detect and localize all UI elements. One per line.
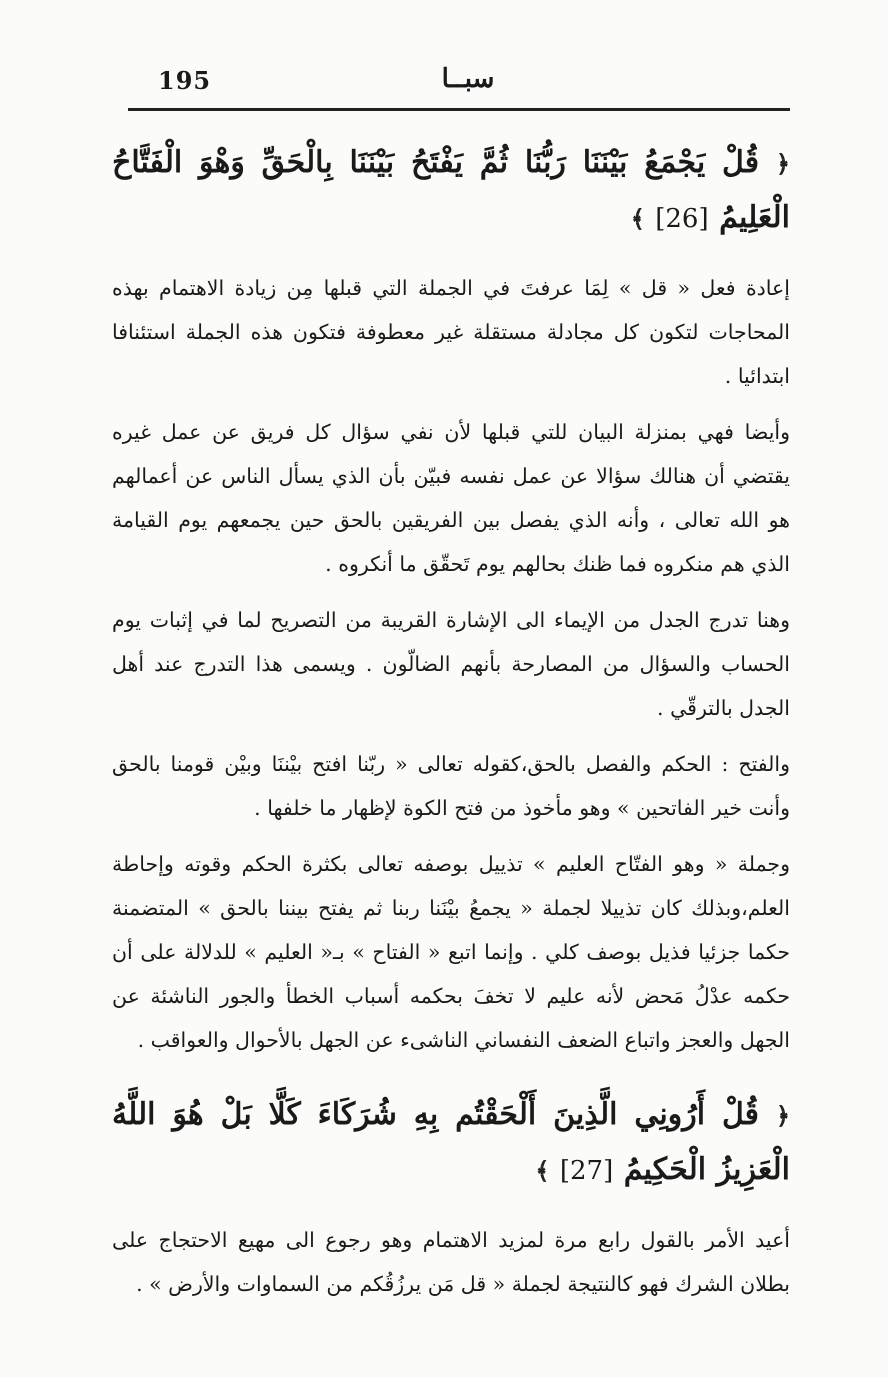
page-number: 195 bbox=[158, 66, 212, 95]
quran-verse-26 bbox=[112, 136, 790, 246]
quran-verse-27 bbox=[112, 1088, 790, 1198]
ornate-bracket-open-icon: ﴿ bbox=[775, 1101, 790, 1130]
paragraph: والفتح : الحكم والفصل بالحق،كقوله تعالى « ربّنا افتح بيْننَا وبيْن قومنا بالحق وأنت خير الفاتحين » وهو مأخوذ من فتح الكوة لإظهار ما خلفها . bbox=[112, 752, 790, 820]
ornate-bracket-open-icon: ﴿ bbox=[775, 149, 790, 178]
verse-text: قُلْ أَرُونِي الَّذِينَ أَلْحَقْتُم بِهِ شُرَكَاءَ كَلَّا بَلْ هُوَ اللَّهُ الْعَزِيزُ الْحَكِيمُ bbox=[112, 1097, 790, 1187]
verse-number: [26] bbox=[655, 204, 709, 234]
paragraph: إعادة فعل « قل » لِمَا عرفتَ في الجملة التي قبلها مِن زيادة الاهتمام بهذه المحاجات لتكون كل مجادلة مستقلة غير معطوفة فتكون هذه الجملة استئنافا ابتدائيا . bbox=[112, 276, 790, 388]
ornate-bracket-close-icon: ﴾ bbox=[630, 204, 645, 233]
paragraph: وهنا تدرج الجدل من الإيماء الى الإشارة القريبة من التصريح لما في إثبات يوم الحساب والسؤال من المصارحة بأنهم الضالّون . ويسمى هذا التدرج عند أهل الجدل بالترقّي . bbox=[112, 608, 790, 720]
running-title: سبــا bbox=[441, 64, 495, 94]
paragraph: وجملة « وهو الفتّاح العليم » تذييل بوصفه تعالى بكثرة الحكم وقوته وإحاطة العلم،وبذلك كان تذييلا لجملة « يجمعُ بيْنَنا ربنا ثم يفتح بيننا بالحق » المتضمنة حكما جزئيا فذيل بوصف كلي . وإنما اتبع « الفتاح » بـ« العليم » للدلالة على أن حكمه عدْلُ مَحض لأنه عليم لا تخفَ بحكمه أسباب الخطأ والجور الناشئة عن الجهل والعجز واتباع الضعف النفساني الناشىء عن الجهل بالأحوال والعواقب . bbox=[112, 852, 790, 1052]
page-body bbox=[112, 136, 790, 1318]
paragraph: أعيد الأمر بالقول رابع مرة لمزيد الاهتمام وهو رجوع الى مهيع الاحتجاج على بطلان الشرك فهو كالنتيجة لجملة « قل مَن يرزُقُكم من السماوات والأرض » . bbox=[112, 1228, 790, 1296]
ornate-bracket-close-icon: ﴾ bbox=[535, 1156, 550, 1185]
verse-number: [27] bbox=[559, 1156, 614, 1186]
paragraph: وأيضا فهي بمنزلة البيان للتي قبلها لأن نفي سؤال كل فريق عن عمل غيره يقتضي أن هنالك سؤالا عن عمل نفسه فبيّن بأن الذي يسأل الناس عن أعمالهم هو الله تعالى ، وأنه الذي يفصل بين الفريقين بالحق حين يجمعهم يوم القيامة الذي هم منكروه فما ظنك بحالهم يوم تَحقّق ما أنكروه . bbox=[112, 420, 790, 576]
verse-text: قُلْ يَجْمَعُ بَيْنَنَا رَبُّنَا ثُمَّ يَفْتَحُ بَيْنَنَا بِالْحَقِّ وَهْوَ الْفَتَّاحُ الْعَلِيمُ bbox=[112, 145, 790, 235]
page-header bbox=[128, 62, 790, 111]
